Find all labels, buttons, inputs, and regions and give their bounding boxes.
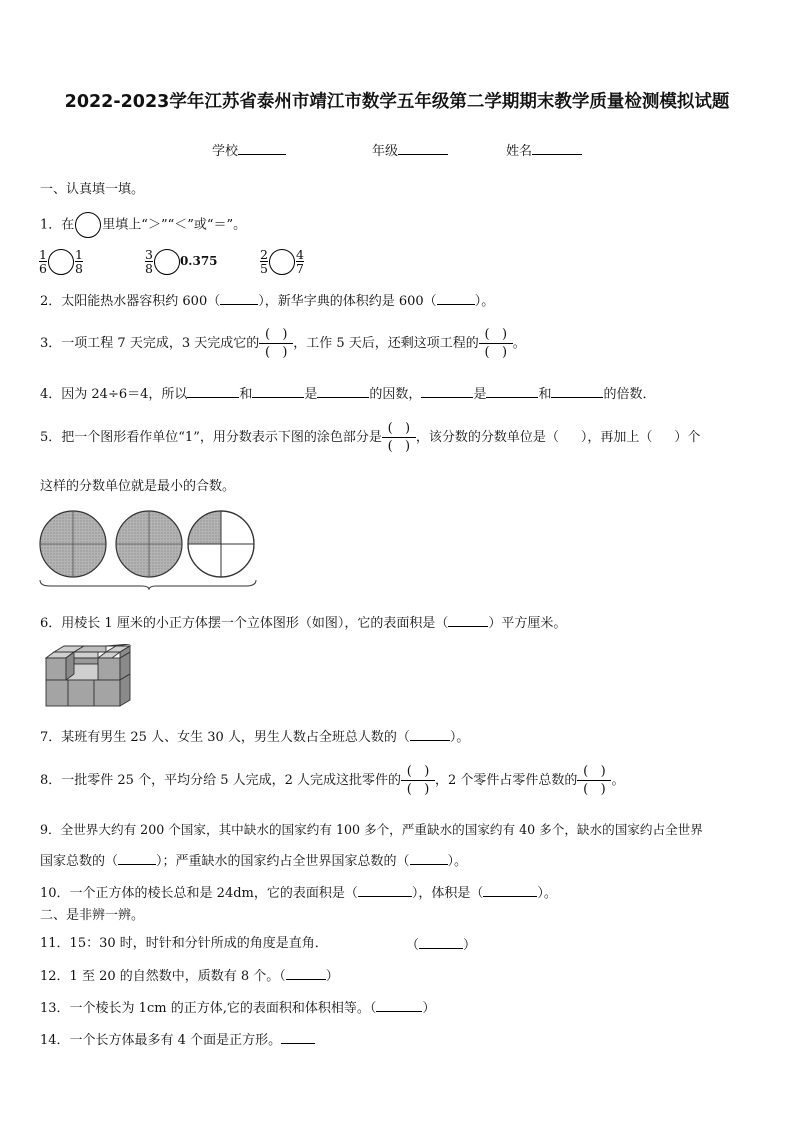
answer-blank[interactable] (286, 967, 326, 980)
answer-blank[interactable] (118, 852, 156, 865)
answer-circle[interactable] (154, 249, 180, 275)
q1-item-1: $\frac{1}{6}$ $\frac{1}{8}$ (39, 247, 83, 276)
answer-blank[interactable] (437, 292, 475, 305)
question-5-line-2: 这样的分数单位就是最小的合数。 (40, 479, 236, 494)
section-1-heading: 一、认真填一填。 (40, 182, 145, 197)
fraction-blank[interactable]: ( ) ( ) (401, 763, 435, 798)
answer-blank[interactable] (448, 614, 488, 627)
answer-blank[interactable] (410, 728, 450, 741)
fraction-blank[interactable]: ( ) ( ) (479, 326, 513, 361)
cube-stack-figure (44, 644, 134, 712)
question-5: 5．把一个图形看作单位“1”，用分数表示下图的涂色部分是 ( ) ( ) ，该分数的分数单位是（ ），再加上（ ）个 (40, 421, 701, 454)
question-7: 7．某班有男生 25 人、女生 30 人，男生人数占全班总人数的（ ）。 (40, 730, 470, 745)
question-13: 13．一个棱长为 1cm 的正方体,它的表面积和体积相等。（ ） (40, 1001, 436, 1016)
compare-circle-icon (75, 212, 101, 238)
question-10: 10．一个正方体的棱长总和是 24dm，它的表面积是（ ），体积是（ ）。 (40, 886, 557, 901)
question-11: 11．15：30 时，时针和分针所成的角度是直角． (40, 936, 328, 951)
circle-3 (188, 511, 254, 577)
answer-circle[interactable] (48, 249, 74, 275)
question-8: 8．一批零件 25 个，平均分给 5 人完成，2 人完成这批零件的 ( ) ( ) ，2 个零件占零件总数的 ( ) ( ) 。 (40, 764, 625, 797)
answer-blank[interactable] (220, 292, 258, 305)
answer-blank[interactable] (187, 385, 239, 398)
school-field[interactable]: 学校 (212, 142, 286, 160)
three-circles-figure (38, 508, 260, 590)
question-12: 12．1 至 20 的自然数中，质数有 8 个。（ ） (40, 969, 339, 984)
question-6: 6．用棱长 1 厘米的小正方体摆一个立体图形（如图），它的表面积是（ ）平方厘米。 (40, 616, 567, 631)
q1-item-3: $\frac{2}{5}$ $\frac{4}{7}$ (260, 247, 304, 276)
question-1: 1．在 里填上“＞”“＜”或“＝”。 (40, 212, 246, 238)
circle-2 (116, 511, 182, 577)
fraction-blank[interactable]: ( ) ( ) (259, 326, 293, 361)
answer-blank[interactable] (551, 385, 603, 398)
answer-blank[interactable] (421, 385, 473, 398)
answer-blank[interactable] (410, 852, 448, 865)
answer-circle[interactable] (269, 249, 295, 275)
fraction-blank[interactable]: ( ) ( ) (577, 763, 611, 798)
answer-blank[interactable] (486, 385, 538, 398)
question-2: 2．太阳能热水器容积约 600（ ），新华字典的体积约是 600（ ）。 (40, 294, 495, 309)
question-3: 3．一项工程 7 天完成，3 天完成它的 ( ) ( ) ，工作 5 天后，还剩这项工程的 ( ) ( ) 。 (40, 327, 526, 360)
page-title: 2022-2023学年江苏省泰州市靖江市数学五年级第二学期期末教学质量检测模拟试题 (64, 92, 730, 112)
section-2-heading: 二、是非辨一辨。 (40, 908, 145, 923)
question-14: 14．一个长方体最多有 4 个面是正方形。 (40, 1031, 315, 1049)
question-9-line-2: 国家总数的（ ）；严重缺水的国家约占全世界国家总数的（ ）。 (40, 854, 468, 869)
question-9: 9．全世界大约有 200 个国家，其中缺水的国家约有 100 多个，严重缺水的国家约有 40 多个，缺水的国家约占全世界 (40, 822, 703, 837)
q1-item-2: $\frac{3}{8}$ 0.375 (145, 247, 218, 276)
answer-blank[interactable] (317, 385, 369, 398)
circle-1 (40, 511, 106, 577)
name-field[interactable]: 姓名 (506, 142, 582, 160)
answer-blank[interactable] (358, 884, 412, 897)
answer-blank[interactable] (252, 385, 304, 398)
answer-blank[interactable] (281, 1031, 315, 1044)
question-4: 4．因为 24÷6＝4，所以 和 是 的因数， 是 和 的倍数． (40, 387, 656, 402)
answer-blank[interactable] (483, 884, 537, 897)
answer-blank[interactable] (376, 999, 422, 1012)
answer-blank[interactable] (419, 936, 463, 949)
grade-field[interactable]: 年级 (372, 142, 448, 160)
question-11-answer: （ ） (406, 938, 477, 953)
fraction-blank[interactable]: ( ) ( ) (382, 420, 416, 455)
